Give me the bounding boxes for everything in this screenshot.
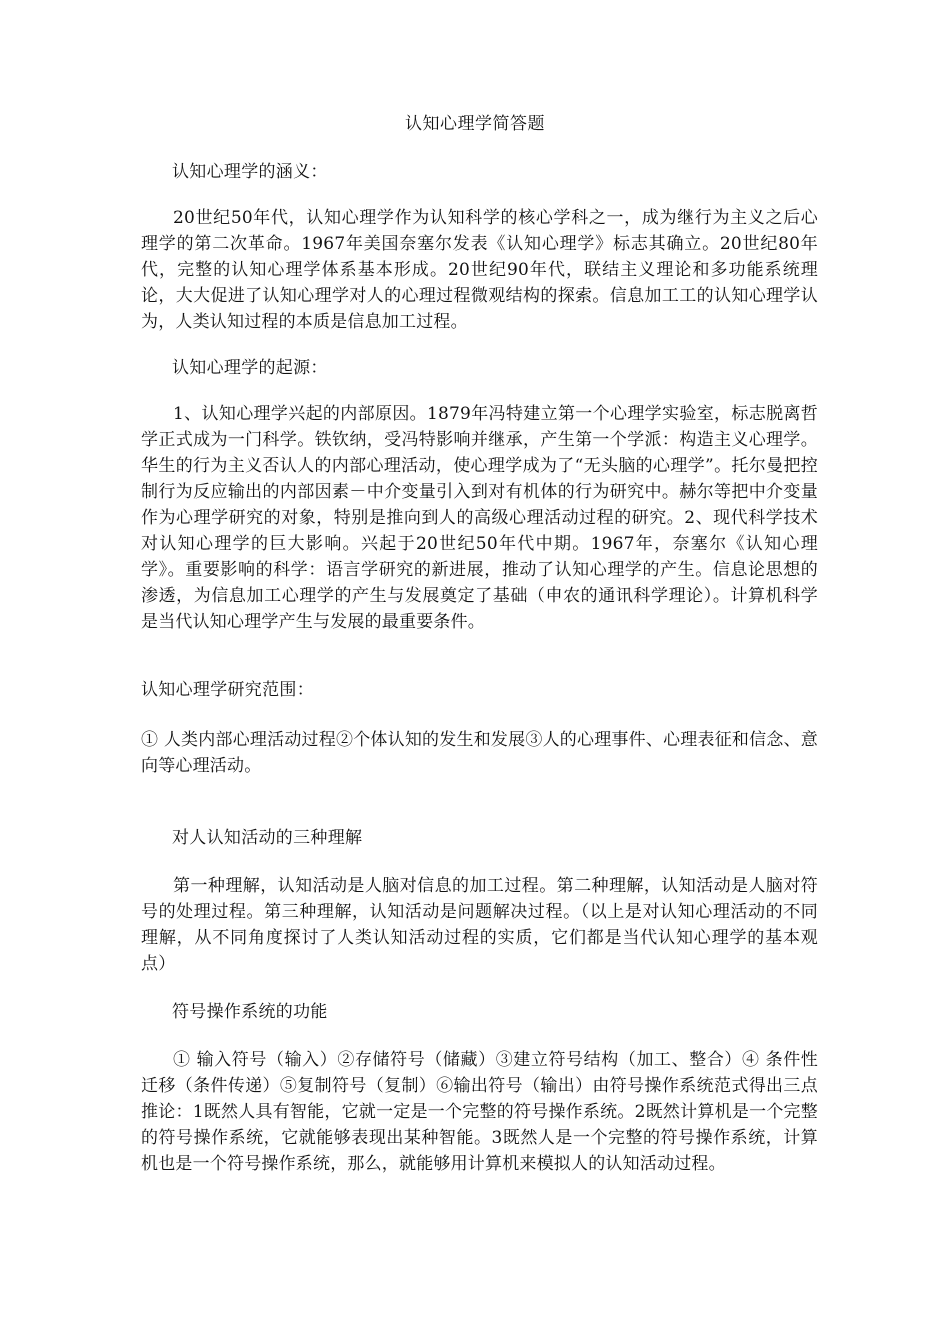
section-body-symbol-system: ① 输入符号（输入）②存储符号（储藏）③建立符号结构（加工、整合）④ 条件性迁移（条件传递）⑤复制符号（复制）⑥输出符号（输出）由符号操作系统范式得出三点推论：1既然人具有智能，它就一定是一个完整的符号操作系统。2既然计算机是一个完整的符号操作系统，它就能够表现出某种智能。3既然人是一个完整的符号操作系统，计算机也是一个符号操作系统，那么，就能够用计算机来模拟人的认知活动过程。 [141, 1050, 818, 1174]
section-heading-definition: 认知心理学的涵义： [172, 162, 328, 182]
document-title: 认知心理学简答题 [405, 114, 545, 134]
section-body-definition: 20世纪50年代，认知心理学作为认知科学的核心学科之一，成为继行为主义之后心理学的第二次革命。1967年美国奈塞尔发表《认知心理学》标志其确立。20世纪80年代，完整的认知心理学体系基本形成。20世纪90年代，联结主义理论和多功能系统理论，大大促进了认知心理学对人的心理过程微观结构的探索。信息加工工的认知心理学认为，人类认知过程的本质是信息加工过程。 [141, 208, 818, 332]
section-heading-symbol-system: 符号操作系统的功能 [172, 1002, 328, 1022]
section-heading-three-views: 对人认知活动的三种理解 [172, 828, 363, 848]
section-body-three-views: 第一种理解，认知活动是人脑对信息的加工过程。第二种理解，认知活动是人脑对符号的处理过程。第三种理解，认知活动是问题解决过程。（以上是对认知心理活动的不同理解，从不同角度探讨了人类认知活动过程的实质，它们都是当代认知心理学的基本观点） [141, 876, 818, 974]
section-heading-origin: 认知心理学的起源： [172, 358, 328, 378]
section-body-scope: ① 人类内部心理活动过程②个体认知的发生和发展③人的心理事件、心理表征和信念、意向等心理活动。 [141, 730, 818, 776]
section-heading-scope: 认知心理学研究范围： [141, 680, 314, 700]
section-body-origin: 1、认知心理学兴起的内部原因。1879年冯特建立第一个心理学实验室，标志脱离哲学正式成为一门科学。铁钦纳，受冯特影响并继承，产生第一个学派：构造主义心理学。华生的行为主义否认人的内部心理活动，使心理学成为了“无头脑的心理学”。托尔曼把控制行为反应输出的内部因素－中介变量引入到对有机体的行为研究中。赫尔等把中介变量作为心理学研究的对象，特别是推向到人的高级心理活动过程的研究。2、现代科学技术对认知心理学的巨大影响。兴起于20世纪50年代中期。1967年，奈塞尔《认知心理学》。重要影响的科学：语言学研究的新进展，推动了认知心理学的产生。信息论思想的渗透，为信息加工心理学的产生与发展奠定了基础（申农的通讯科学理论）。计算机科学是当代认知心理学产生与发展的最重要条件。 [141, 404, 818, 632]
